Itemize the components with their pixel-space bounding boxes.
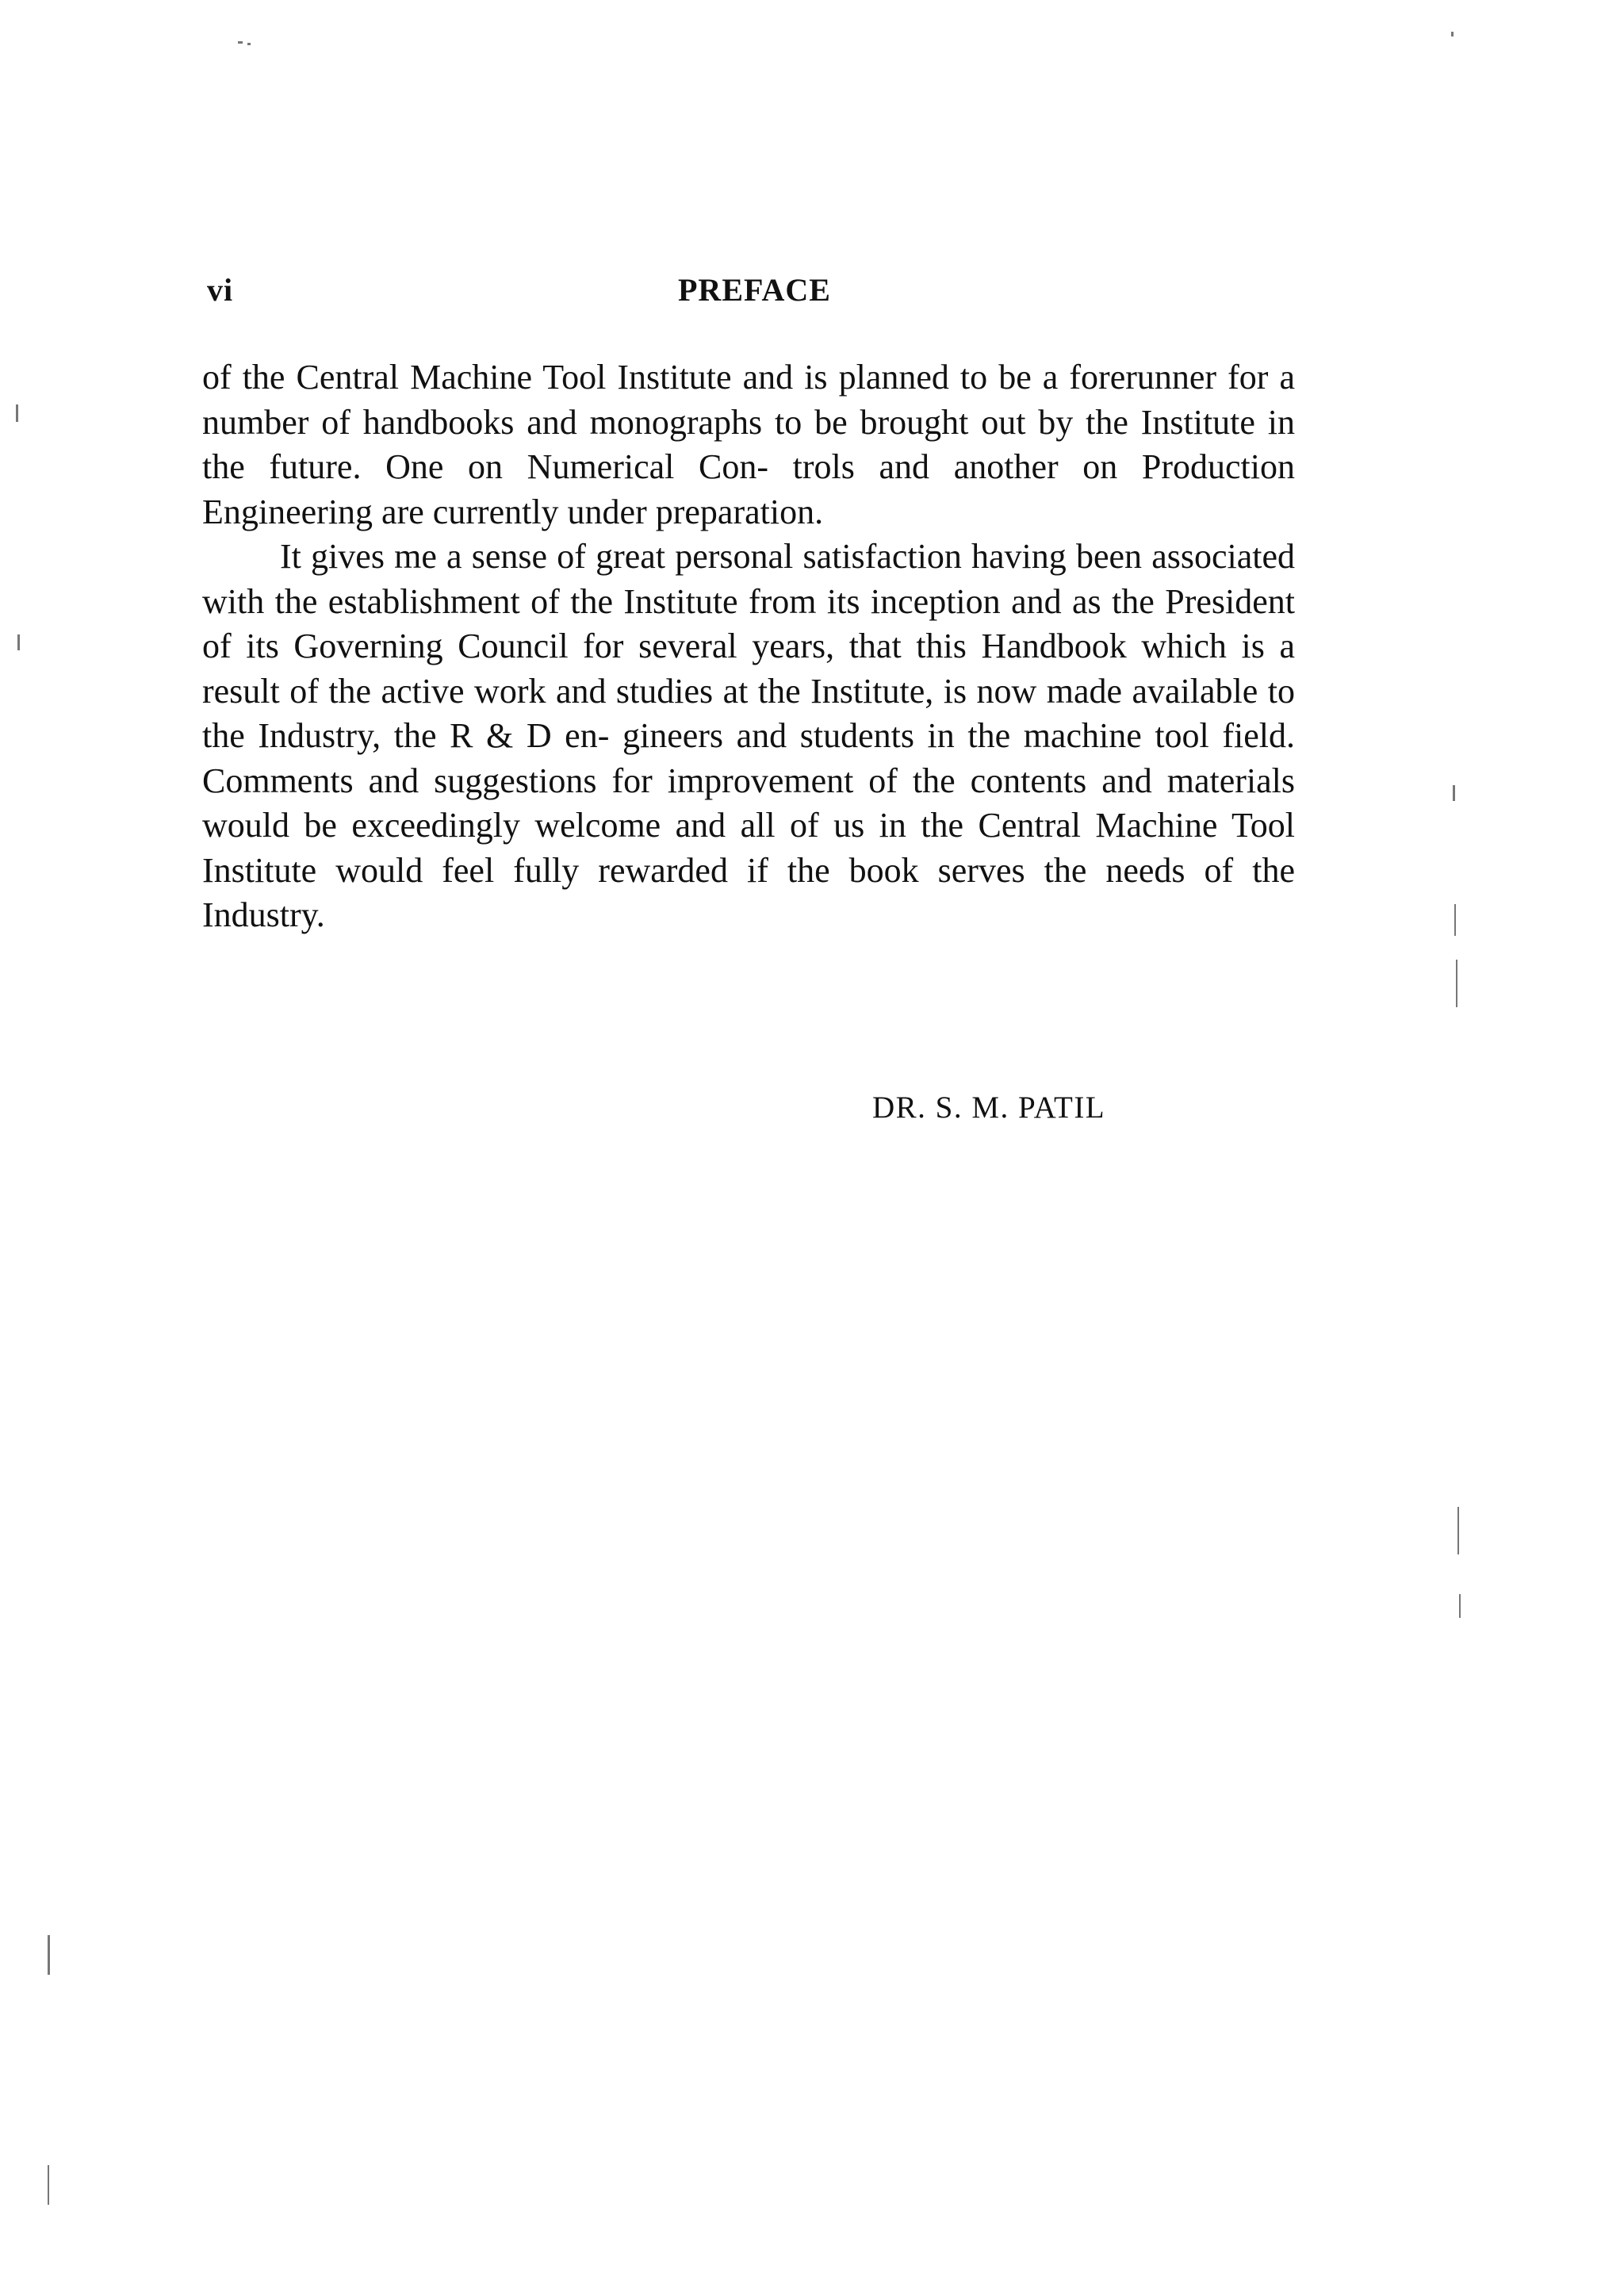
line: the Industry. [202, 850, 1295, 934]
preface-body [202, 355, 1295, 938]
page-number: vi [207, 272, 234, 308]
scan-speck [16, 404, 18, 422]
line: Institute, is now made available to the Industry, the R & D en- [202, 671, 1296, 755]
paragraph-1 [202, 355, 1295, 535]
line: preparation. [655, 492, 824, 531]
line: exceedingly welcome and all of us in the Central Machine Tool [351, 806, 1296, 845]
line: this Handbook which is a result of the active work and studies at the [202, 627, 1296, 711]
scan-speck [1453, 785, 1455, 801]
scan-speck [238, 41, 243, 44]
line: gineers and students in the machine tool field. Comments and [202, 716, 1295, 800]
scan-speck [1457, 1507, 1459, 1554]
running-title: PREFACE [678, 272, 831, 308]
scan-speck [1454, 904, 1456, 936]
paragraph-2 [202, 535, 1295, 938]
line: of the Central Machine Tool Institute and is planned to be a [202, 358, 1059, 397]
signature: DR. S. M. PATIL [872, 1090, 1106, 1125]
scan-speck [48, 2165, 49, 2205]
line: associated with the establishment of the Institute from its inception [202, 537, 1296, 621]
line: Institute would feel fully rewarded if the book serves the needs of [202, 850, 1234, 890]
scan-speck [1459, 1594, 1461, 1618]
scan-speck [17, 634, 20, 650]
line: and as the President of its Governing Council for several years, that [202, 581, 1295, 665]
scan-speck [247, 43, 251, 45]
line: forerunner for a number of handbooks and monographs to be [202, 358, 1295, 442]
line: It gives me a sense of great personal satisfaction having been [280, 537, 1143, 576]
line: suggestions for improvement of the contents and materials would be [202, 761, 1295, 845]
line: trols and another on Production Engineering are currently under [202, 447, 1296, 531]
scan-speck [48, 1935, 50, 1975]
scan-speck [1451, 32, 1454, 36]
line: brought out by the Institute in the future. One on Numerical Con- [202, 402, 1295, 486]
scan-speck [1456, 960, 1457, 1007]
running-head [202, 271, 1297, 319]
